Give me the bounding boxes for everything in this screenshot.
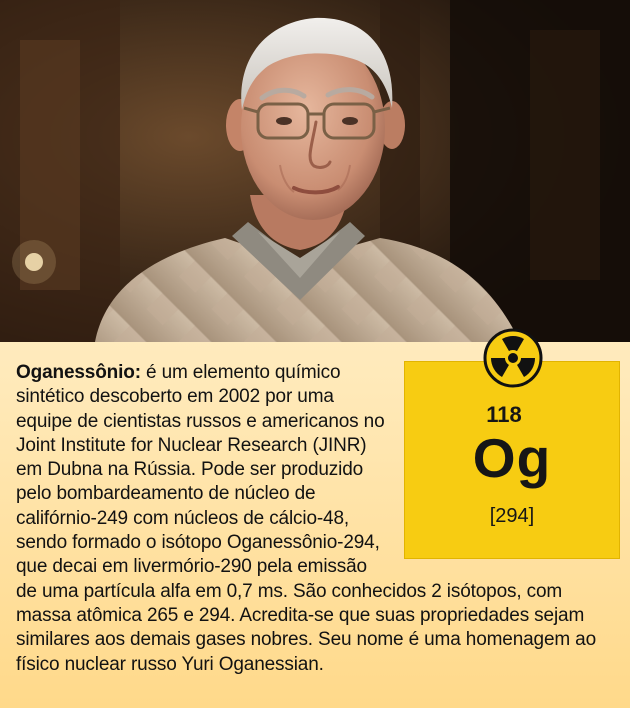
description-text: é um elemento químico sintético descoberto em 2002 por uma equipe de cientistas russos e americanos no Joint Institute for Nuclear Research (JINR) em Dubna na Rússia. Pode ser produzido pelo bombardeamento de núcleo de califórnio-249 com núcleos de cálcio-48, sendo formado o isótopo Oganessônio-294, que decai em livermório-290 pela emissão de uma partícula alfa em 0,7 ms. São conhecidos 2 isótopos, com massa atômica 265 e 294. Acredita-se que suas propriedades sejam similares aos demais gases nobres. Seu nome é uma homenagem ao físico nuclear russo Yuri Oganessian. bbox=[16, 362, 597, 675]
portrait-photo bbox=[0, 0, 630, 342]
element-name-term: Oganessônio: bbox=[16, 362, 141, 383]
atomic-number: 118 bbox=[486, 402, 522, 427]
radiation-icon bbox=[483, 328, 543, 388]
element-symbol: Og bbox=[472, 427, 552, 489]
element-tile bbox=[404, 361, 620, 559]
atomic-mass: [294] bbox=[489, 505, 535, 527]
